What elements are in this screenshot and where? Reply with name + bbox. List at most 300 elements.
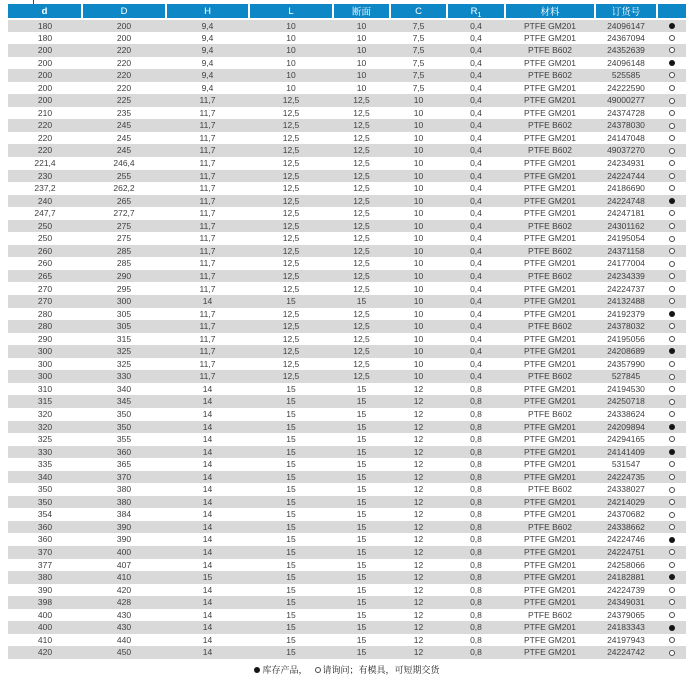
- cell-d: 300: [37, 358, 53, 369]
- cell-order: 24224739: [607, 584, 645, 595]
- stock-open-icon: [669, 599, 675, 605]
- table-row: [8, 395, 686, 408]
- legend-label: 请询问；有模具，可短期交货: [322, 665, 440, 675]
- table-row: [8, 157, 686, 170]
- cell-D: 245: [116, 132, 132, 143]
- column-header-H: H: [166, 4, 249, 19]
- cell-R1: 0,4: [470, 308, 482, 319]
- cell-C: 7,5: [412, 57, 425, 68]
- cell-order: 24224748: [607, 195, 645, 206]
- cell-D: 285: [116, 258, 132, 269]
- table-row: [8, 596, 686, 609]
- cell-H: 9,4: [201, 32, 214, 43]
- cell-duanmian: 12,5: [353, 346, 370, 357]
- cell-stock: [657, 107, 686, 120]
- cell-L: 15: [286, 609, 296, 620]
- cell-L: 15: [286, 383, 296, 394]
- cell-C: 12: [413, 421, 424, 432]
- cell-L: 12,5: [282, 95, 300, 106]
- cell-order: 24141409: [607, 446, 645, 457]
- cell-d: 325: [37, 434, 53, 445]
- cell-d: 250: [37, 220, 53, 231]
- table-row: [8, 57, 686, 70]
- cell-duanmian: 15: [356, 572, 367, 583]
- cell-d: 230: [37, 170, 53, 181]
- cell-C: 12: [413, 622, 424, 633]
- stock-open-icon: [669, 512, 675, 518]
- cell-duanmian: 15: [356, 484, 367, 495]
- cell-H: 9,4: [201, 57, 214, 68]
- cell-duanmian: 12,5: [353, 132, 370, 143]
- cell-order: 24352639: [607, 45, 645, 56]
- cell-material: PTFE GM201: [524, 559, 576, 570]
- cell-stock: [657, 559, 686, 572]
- cell-L: 15: [286, 496, 296, 507]
- cell-stock: [657, 358, 686, 371]
- cell-material: PTFE B602: [528, 145, 572, 156]
- cell-D: 255: [116, 170, 132, 181]
- cell-material: PTFE GM201: [524, 647, 576, 658]
- cell-R1: 0,4: [470, 158, 482, 169]
- cell-H: 14: [202, 634, 213, 645]
- cell-R1: 0,8: [470, 559, 482, 570]
- cell-H: 11,7: [199, 183, 216, 194]
- table-row: [8, 257, 686, 270]
- cell-R1: 0,4: [470, 70, 482, 81]
- cell-D: 200: [116, 32, 132, 43]
- stock-open-icon: [669, 474, 675, 480]
- table-row: [8, 358, 686, 371]
- cell-D: 350: [116, 408, 132, 419]
- cell-order: 24183343: [607, 622, 645, 633]
- table-row: [8, 44, 686, 57]
- cell-L: 12,5: [282, 132, 300, 143]
- cell-R1: 0,4: [470, 270, 482, 281]
- cell-duanmian: 12,5: [353, 195, 370, 206]
- cell-stock: [657, 207, 686, 220]
- cell-duanmian: 15: [356, 534, 367, 545]
- cell-R1: 0,8: [470, 534, 482, 545]
- cell-material: PTFE GM201: [524, 434, 576, 445]
- cell-duanmian: 15: [356, 434, 367, 445]
- cell-C: 10: [413, 107, 424, 118]
- cell-C: 10: [413, 195, 424, 206]
- cell-L: 12,5: [282, 120, 300, 131]
- cell-material: PTFE B602: [528, 120, 572, 131]
- cell-d: 247,7: [34, 208, 56, 219]
- cell-duanmian: 12,5: [353, 333, 370, 344]
- legend-item: [254, 663, 307, 676]
- cell-D: 246,4: [113, 158, 135, 169]
- cell-stock: [657, 69, 686, 82]
- cell-H: 14: [202, 546, 213, 557]
- cell-stock: [657, 584, 686, 597]
- cell-H: 11,7: [199, 170, 216, 181]
- cell-duanmian: 12,5: [353, 270, 370, 281]
- cell-d: 221,4: [34, 158, 56, 169]
- cell-D: 355: [116, 434, 132, 445]
- cell-duanmian: 12,5: [353, 208, 370, 219]
- stock-open-icon: [669, 524, 675, 530]
- stock-open-icon: [669, 173, 675, 179]
- cell-C: 12: [413, 471, 424, 482]
- cell-D: 384: [116, 509, 132, 520]
- cell-R1: 0,4: [470, 132, 482, 143]
- table-row: [8, 471, 686, 484]
- cell-order: 24250718: [607, 396, 645, 407]
- cell-duanmian: 12,5: [353, 183, 370, 194]
- cell-material: PTFE B602: [528, 371, 572, 382]
- cell-C: 12: [413, 408, 424, 419]
- cell-C: 12: [413, 534, 424, 545]
- cell-duanmian: 12,5: [353, 258, 370, 269]
- cell-D: 295: [116, 283, 132, 294]
- cell-C: 7,5: [412, 45, 425, 56]
- cell-L: 15: [286, 572, 296, 583]
- cell-material: PTFE GM201: [524, 509, 576, 520]
- cell-C: 12: [413, 496, 424, 507]
- cell-stock: [657, 44, 686, 57]
- cell-H: 14: [202, 459, 213, 470]
- cell-material: PTFE GM201: [524, 20, 576, 31]
- cell-duanmian: 15: [356, 471, 367, 482]
- cell-L: 12,5: [282, 145, 300, 156]
- cell-d: 280: [37, 308, 53, 319]
- cell-duanmian: 15: [356, 421, 367, 432]
- cell-order: 24224742: [607, 647, 645, 658]
- cell-order: 24338624: [607, 408, 645, 419]
- cell-D: 420: [116, 584, 132, 595]
- table-row: [8, 245, 686, 258]
- cell-C: 12: [413, 383, 424, 394]
- cell-duanmian: 15: [356, 634, 367, 645]
- cell-duanmian: 15: [356, 546, 367, 557]
- cell-duanmian: 15: [356, 408, 367, 419]
- cell-order: 49000277: [607, 95, 645, 106]
- cell-duanmian: 10: [356, 20, 367, 31]
- cell-R1: 0,4: [470, 170, 482, 181]
- cell-order: 24132488: [607, 296, 645, 307]
- cell-material: PTFE B602: [528, 70, 572, 81]
- cell-L: 15: [286, 446, 296, 457]
- cell-material: PTFE GM201: [524, 446, 576, 457]
- cell-stock: [657, 408, 686, 421]
- cell-L: 12,5: [282, 283, 300, 294]
- table-row: [8, 182, 686, 195]
- cell-order: 24222590: [607, 82, 645, 93]
- cell-duanmian: 12,5: [353, 107, 370, 118]
- cell-d: 220: [37, 120, 53, 131]
- stock-filled-icon: [669, 449, 675, 455]
- cell-R1: 0,8: [470, 584, 482, 595]
- cell-R1: 0,4: [470, 220, 482, 231]
- stock-open-icon: [669, 650, 675, 656]
- cell-H: 14: [202, 597, 213, 608]
- stock-open-icon: [669, 336, 675, 342]
- cell-C: 12: [413, 509, 424, 520]
- cell-duanmian: 15: [356, 509, 367, 520]
- cell-order: 24096147: [607, 20, 645, 31]
- stock-open-icon: [669, 487, 675, 493]
- table-row: [8, 132, 686, 145]
- cell-stock: [657, 170, 686, 183]
- table-row: [8, 621, 686, 634]
- cell-d: 290: [37, 333, 53, 344]
- cell-material: PTFE GM201: [524, 459, 576, 470]
- cell-C: 10: [413, 220, 424, 231]
- cell-d: 270: [37, 296, 53, 307]
- cell-R1: 0,8: [470, 471, 482, 482]
- cell-d: 200: [37, 82, 53, 93]
- cell-D: 275: [116, 220, 132, 231]
- stock-filled-icon: [669, 311, 675, 317]
- cell-duanmian: 12,5: [353, 95, 370, 106]
- cell-R1: 0,4: [470, 321, 482, 332]
- cell-material: PTFE GM201: [524, 421, 576, 432]
- stock-filled-icon: [669, 537, 675, 543]
- cell-R1: 0,4: [470, 371, 482, 382]
- stock-open-icon: [669, 35, 675, 41]
- cell-C: 10: [413, 245, 424, 256]
- cell-material: PTFE GM201: [524, 358, 576, 369]
- stock-open-icon: [669, 123, 675, 129]
- cell-material: PTFE GM201: [524, 57, 576, 68]
- cell-D: 380: [116, 484, 132, 495]
- cell-d: 180: [37, 32, 53, 43]
- cell-order: 24197943: [607, 634, 645, 645]
- cell-L: 15: [286, 521, 296, 532]
- cell-D: 200: [116, 20, 132, 31]
- cell-d: 377: [37, 559, 53, 570]
- cell-D: 390: [116, 521, 132, 532]
- cell-order: 24301162: [607, 220, 645, 231]
- cell-D: 285: [116, 245, 132, 256]
- cell-R1: 0,8: [470, 609, 482, 620]
- cell-D: 350: [116, 421, 132, 432]
- cell-D: 440: [116, 634, 132, 645]
- cell-L: 12,5: [282, 170, 300, 181]
- cell-R1: 0,8: [470, 408, 482, 419]
- cell-order: 24378030: [607, 120, 645, 131]
- cell-D: 325: [116, 358, 132, 369]
- cell-stock: [657, 521, 686, 534]
- cell-H: 11,7: [199, 120, 216, 131]
- cell-d: 360: [37, 521, 53, 532]
- cell-order: 24338662: [607, 521, 645, 532]
- cell-L: 12,5: [282, 195, 300, 206]
- cell-L: 15: [286, 634, 296, 645]
- table-row: [8, 559, 686, 572]
- cell-material: PTFE GM201: [524, 233, 576, 244]
- cell-d: 200: [37, 95, 53, 106]
- cell-duanmian: 12,5: [353, 145, 370, 156]
- cell-material: PTFE GM201: [524, 396, 576, 407]
- cell-R1: 0,4: [470, 32, 482, 43]
- cell-d: 210: [37, 107, 53, 118]
- table-row: [8, 408, 686, 421]
- cell-order: 24182881: [607, 572, 645, 583]
- table-row: [8, 609, 686, 622]
- cell-L: 15: [286, 647, 296, 658]
- cell-d: 300: [37, 346, 53, 357]
- cell-C: 10: [413, 333, 424, 344]
- table-row: [8, 119, 686, 132]
- cell-order: 24378032: [607, 321, 645, 332]
- table-row: [8, 433, 686, 446]
- table-row: [8, 19, 686, 32]
- cell-H: 11,7: [199, 145, 216, 156]
- cell-L: 12,5: [282, 258, 300, 269]
- table-row: [8, 458, 686, 471]
- cell-stock: [657, 119, 686, 132]
- cell-L: 10: [286, 57, 296, 68]
- cell-C: 12: [413, 396, 424, 407]
- stock-filled-icon: [669, 23, 675, 29]
- cell-R1: 0,8: [470, 383, 482, 394]
- cell-L: 12,5: [282, 270, 300, 281]
- stock-open-icon: [669, 499, 675, 505]
- cell-D: 345: [116, 396, 132, 407]
- cell-R1: 0,4: [470, 245, 482, 256]
- cell-duanmian: 15: [356, 622, 367, 633]
- cell-material: PTFE GM201: [524, 546, 576, 557]
- cell-L: 12,5: [282, 358, 300, 369]
- cell-D: 410: [116, 572, 132, 583]
- cell-d: 354: [37, 509, 53, 520]
- cell-L: 15: [286, 408, 296, 419]
- cell-order: 24214029: [607, 496, 645, 507]
- cell-C: 10: [413, 270, 424, 281]
- cell-stock: [657, 295, 686, 308]
- cell-order: 24224751: [607, 546, 645, 557]
- cell-R1: 0,8: [470, 509, 482, 520]
- table-row: [8, 496, 686, 509]
- cell-duanmian: 12,5: [353, 220, 370, 231]
- cell-L: 12,5: [282, 333, 300, 344]
- cell-stock: [657, 471, 686, 484]
- cell-H: 14: [202, 496, 213, 507]
- cell-stock: [657, 82, 686, 95]
- table-row: [8, 546, 686, 559]
- cell-L: 15: [286, 396, 296, 407]
- cell-R1: 0,8: [470, 496, 482, 507]
- cell-duanmian: 15: [356, 647, 367, 658]
- cell-duanmian: 15: [356, 584, 367, 595]
- cell-order: 24234339: [607, 270, 645, 281]
- table-row: [8, 295, 686, 308]
- cell-duanmian: 15: [356, 296, 367, 307]
- cell-R1: 0,4: [470, 183, 482, 194]
- column-header-duanmian: 断面: [333, 4, 390, 19]
- cell-order: 24370682: [607, 509, 645, 520]
- cell-C: 12: [413, 434, 424, 445]
- cell-L: 10: [286, 45, 296, 56]
- cell-R1: 0,4: [470, 120, 482, 131]
- cell-L: 15: [286, 484, 296, 495]
- cell-D: 315: [116, 333, 132, 344]
- cell-R1: 0,4: [470, 107, 482, 118]
- cell-d: 310: [37, 383, 53, 394]
- cell-D: 272,7: [113, 208, 135, 219]
- table-row: [8, 333, 686, 346]
- cell-R1: 0,4: [470, 145, 482, 156]
- cell-d: 237,2: [34, 183, 56, 194]
- stock-filled-icon: [669, 348, 675, 354]
- cell-D: 325: [116, 346, 132, 357]
- cell-duanmian: 12,5: [353, 245, 370, 256]
- cell-C: 10: [413, 321, 424, 332]
- cell-order: 24224735: [607, 471, 645, 482]
- cell-duanmian: 12,5: [353, 158, 370, 169]
- cell-d: 250: [37, 233, 53, 244]
- cell-C: 10: [413, 95, 424, 106]
- cell-duanmian: 10: [356, 32, 367, 43]
- cell-order: 24371158: [607, 245, 645, 256]
- cell-stock: [657, 383, 686, 396]
- cell-C: 10: [413, 158, 424, 169]
- cell-material: PTFE B602: [528, 521, 572, 532]
- stock-open-icon: [669, 210, 675, 216]
- cell-H: 14: [202, 383, 213, 394]
- cell-order: 24147048: [607, 132, 645, 143]
- cell-material: PTFE GM201: [524, 496, 576, 507]
- cell-duanmian: 15: [356, 446, 367, 457]
- cell-duanmian: 10: [356, 57, 367, 68]
- cell-stock: [657, 421, 686, 434]
- table-row: [8, 508, 686, 521]
- column-header-material: 材料: [505, 4, 595, 19]
- cell-C: 10: [413, 283, 424, 294]
- cell-d: 350: [37, 496, 53, 507]
- cell-order: 24224744: [607, 170, 645, 181]
- table-row: [8, 634, 686, 647]
- stock-open-icon: [669, 248, 675, 254]
- cell-H: 11,7: [199, 158, 216, 169]
- cell-order: 24247181: [607, 208, 645, 219]
- table-row: [8, 383, 686, 396]
- cell-d: 180: [37, 20, 53, 31]
- cell-L: 10: [286, 20, 296, 31]
- cell-d: 420: [37, 647, 53, 658]
- column-header-stock: [657, 4, 686, 19]
- cell-R1: 0,4: [470, 45, 482, 56]
- cell-L: 15: [286, 434, 296, 445]
- cell-duanmian: 12,5: [353, 358, 370, 369]
- cell-stock: [657, 220, 686, 233]
- cell-d: 410: [37, 634, 53, 645]
- cell-D: 365: [116, 459, 132, 470]
- table-row: [8, 69, 686, 82]
- cell-C: 10: [413, 296, 424, 307]
- cell-material: PTFE GM201: [524, 584, 576, 595]
- cell-C: 10: [413, 183, 424, 194]
- cell-stock: [657, 232, 686, 245]
- cell-material: PTFE GM201: [524, 82, 576, 93]
- cell-d: 400: [37, 622, 53, 633]
- stock-filled-icon: [669, 60, 675, 66]
- stock-open-icon: [669, 223, 675, 229]
- cell-C: 12: [413, 484, 424, 495]
- cell-D: 220: [116, 45, 132, 56]
- cell-duanmian: 12,5: [353, 120, 370, 131]
- cell-R1: 0,8: [470, 484, 482, 495]
- cell-duanmian: 15: [356, 496, 367, 507]
- cell-R1: 0,4: [470, 333, 482, 344]
- cell-D: 290: [116, 270, 132, 281]
- cell-duanmian: 15: [356, 459, 367, 470]
- cell-H: 14: [202, 521, 213, 532]
- table-row: [8, 94, 686, 107]
